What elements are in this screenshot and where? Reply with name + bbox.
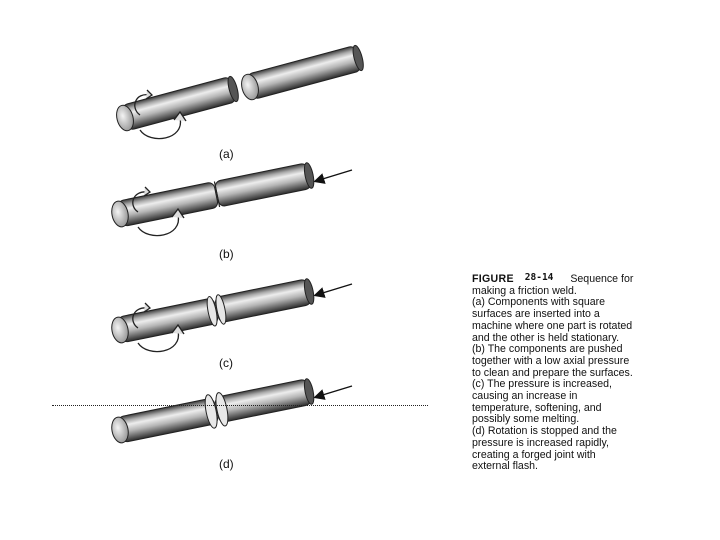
caption-line: making a friction weld.: [472, 284, 577, 297]
caption-line: (d) Rotation is stopped and the: [472, 425, 617, 438]
caption-line: and the other is held stationary.: [472, 331, 620, 344]
heated-rods-c: [109, 276, 316, 346]
caption-line: (c) The pressure is increased,: [472, 378, 612, 391]
caption-line: pressure is increased rapidly,: [472, 436, 609, 449]
axial-pressure-arrow-icon: [316, 170, 352, 181]
figure-number: 28-14: [524, 272, 554, 283]
stationary-rod-a: [239, 44, 366, 101]
rotating-rod-a: [114, 75, 241, 132]
caption-title: Sequence for: [570, 273, 634, 285]
step-b-group: [110, 162, 352, 261]
forged-joint-d: [109, 374, 317, 448]
caption-line: external flash.: [472, 460, 538, 473]
axial-pressure-arrow-icon: [316, 386, 352, 397]
caption-line: surfaces are inserted into a: [472, 308, 600, 321]
step-a-group: [114, 44, 366, 161]
axial-pressure-arrow-icon: [316, 284, 352, 295]
step-label-c: (c): [219, 356, 233, 370]
step-c-group: [109, 276, 352, 370]
caption-line: (a) Components with square: [472, 296, 606, 309]
step-label-a: (a): [219, 147, 234, 161]
caption-line: creating a forged joint with: [472, 448, 596, 461]
step-label-d: (d): [219, 457, 234, 471]
caption-line: machine where one part is rotated: [472, 319, 633, 332]
caption-line: to clean and prepare the surfaces.: [472, 366, 633, 379]
caption-line: causing an increase in: [472, 390, 578, 403]
step-d-group: [109, 374, 352, 471]
caption-line: possibly some melting.: [472, 413, 580, 426]
caption-heading: [472, 272, 712, 286]
step-label-b: (b): [219, 247, 234, 261]
caption-line: temperature, softening, and: [472, 401, 602, 414]
figure-caption: [472, 272, 712, 473]
figure-word: FIGURE: [472, 273, 514, 285]
dotted-guide-line: [52, 405, 428, 406]
joined-rods-b: [110, 162, 316, 228]
caption-line: together with a low axial pressure: [472, 354, 630, 367]
caption-line: (b) The components are pushed: [472, 343, 623, 356]
